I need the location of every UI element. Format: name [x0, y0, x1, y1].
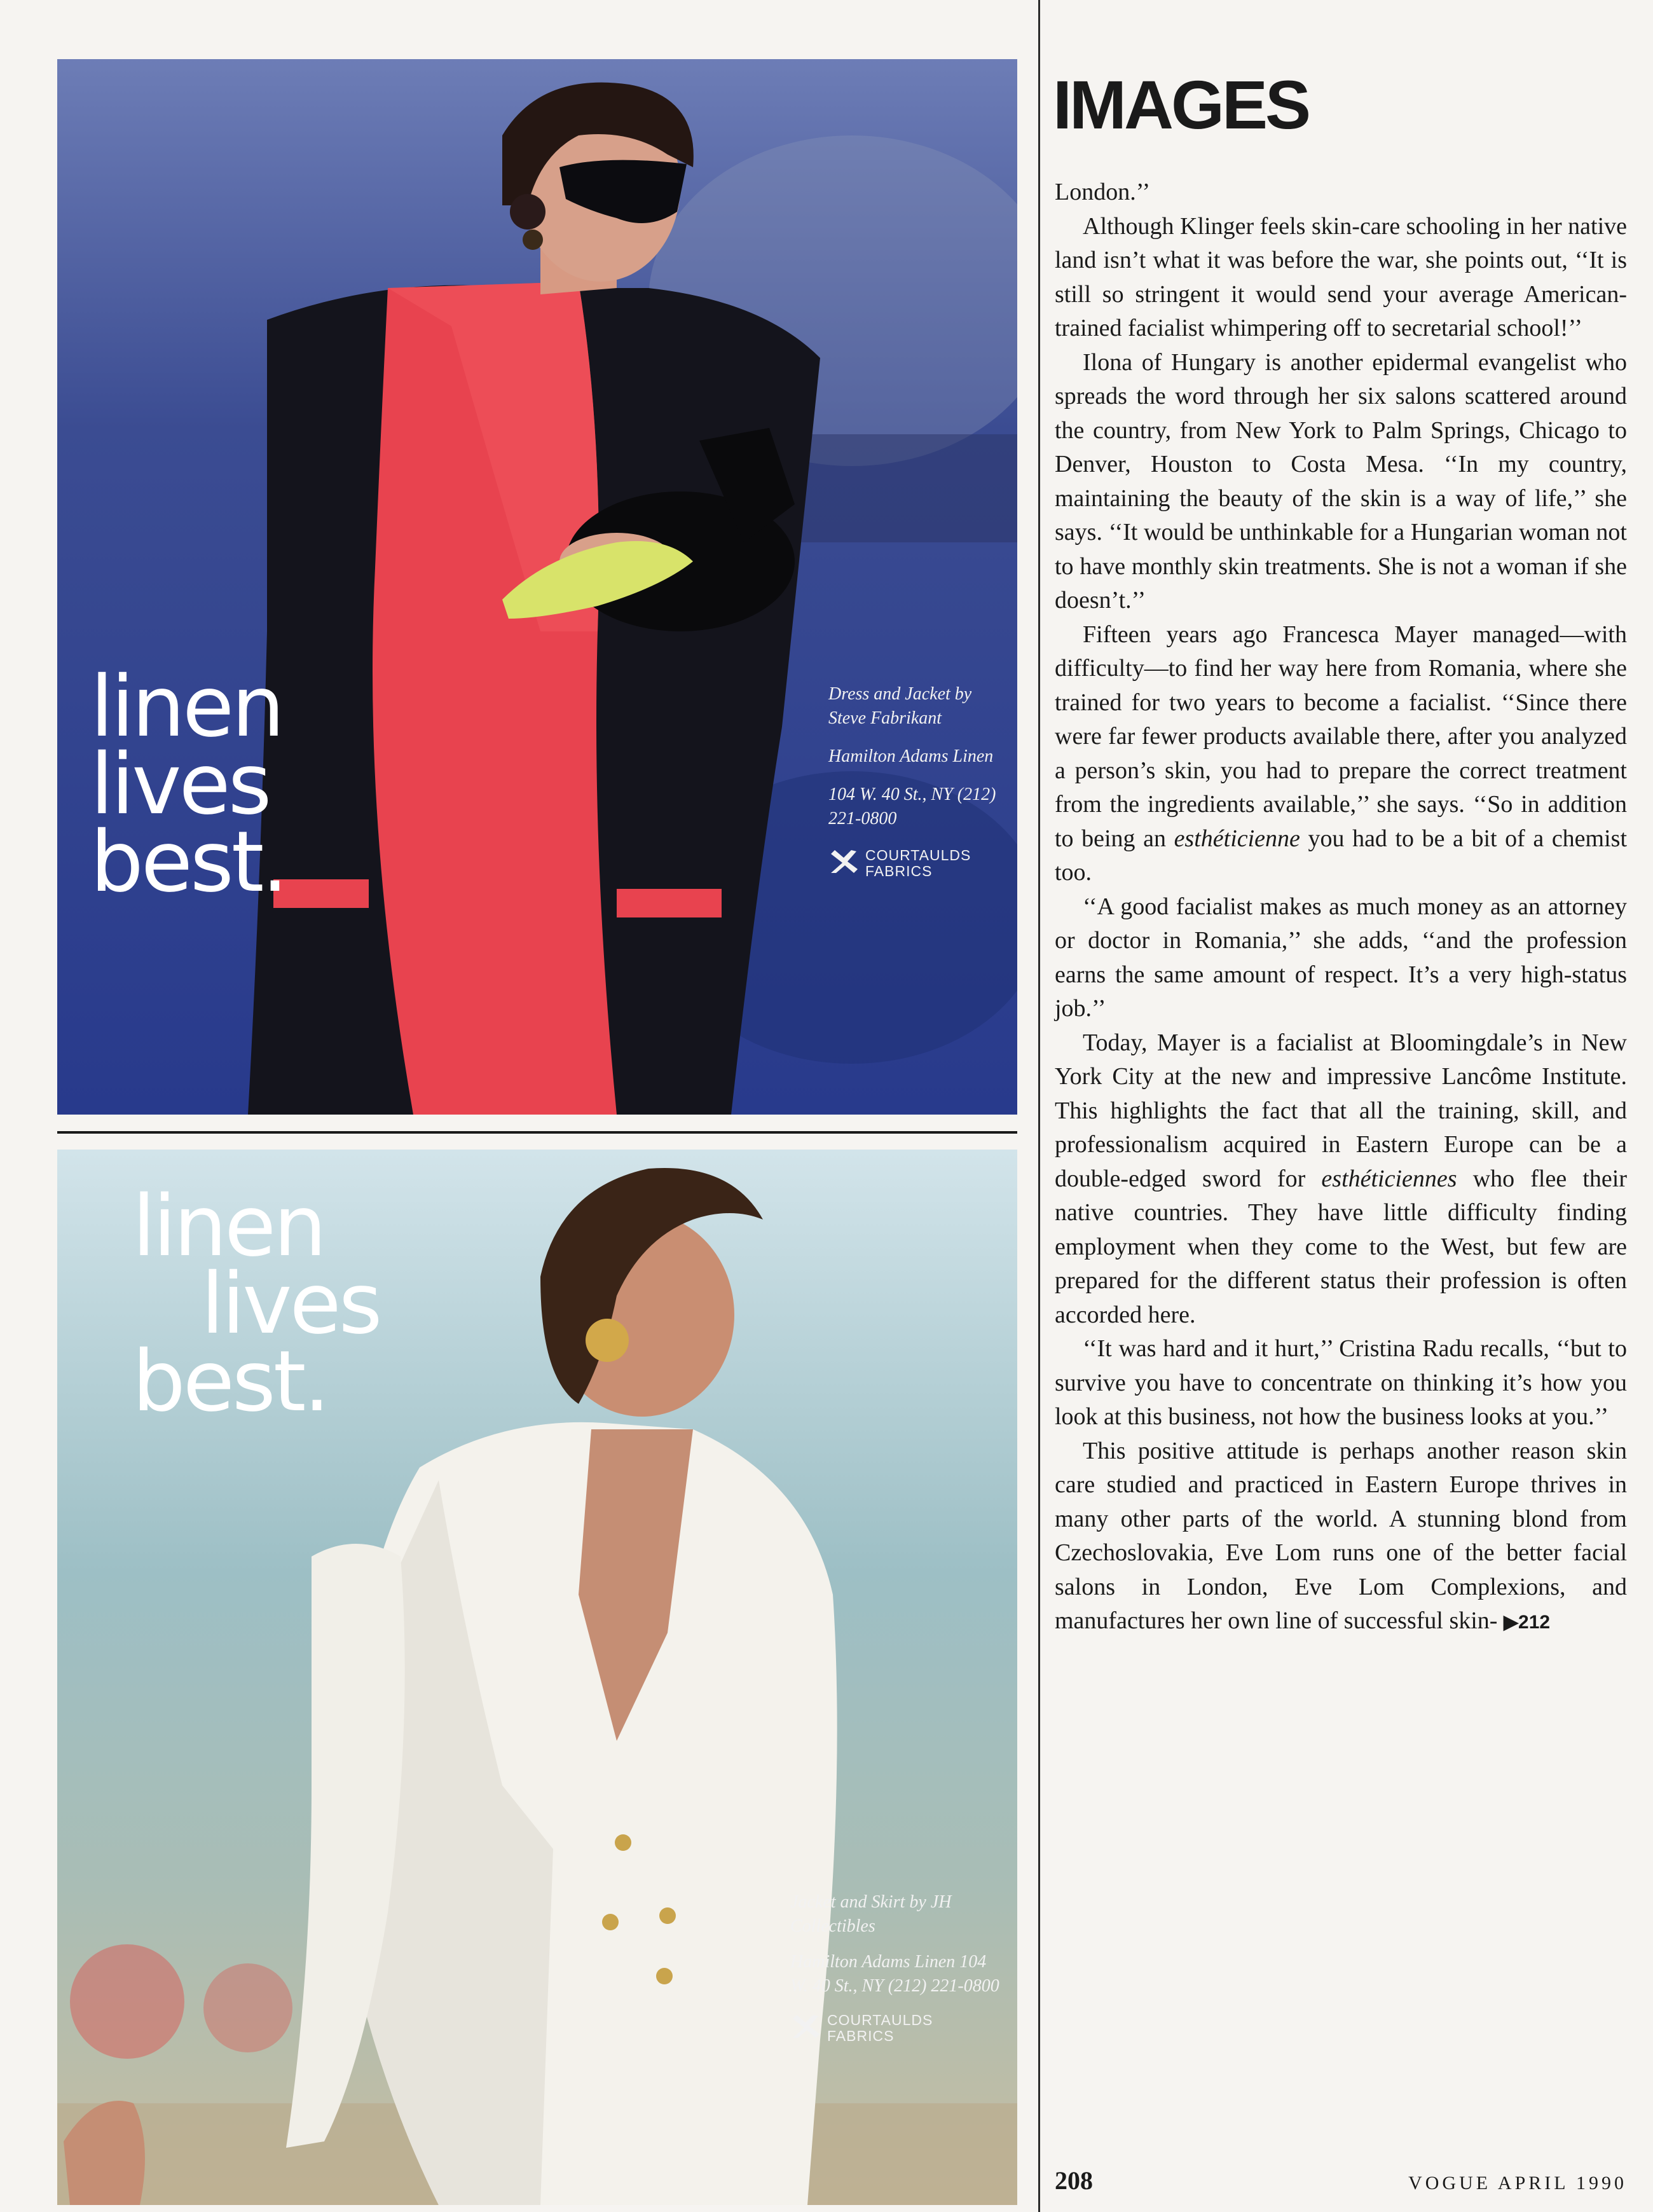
credit-supplier: Hamilton Adams Linen 104 W. 40 St., NY (212) 221-0800	[790, 1952, 999, 1996]
article-paragraph: ‘‘It was hard and it hurt,’’ Cristina Radu recalls, ‘‘but to survive you have to concentrate on thinking it’s how you look at this business, not how the business looks at you.’’	[1055, 1335, 1627, 1430]
column-rule	[1038, 0, 1040, 2212]
brand-line-2: FABRICS	[865, 863, 933, 879]
ad-divider-rule	[57, 1131, 1017, 1134]
article-paragraph: Ilona of Hungary is another epidermal evangelist who spreads the word through her six salons scattered around the country, from New York to Palm Springs, Chicago to Denver, Houston to Costa Mesa. ‘‘In my country, maintaining the beauty of the skin is a way of life,’’ she says. ‘‘It would be unthinkable for a Hungarian woman not to have monthly skin treatments. She is not a woman if she doesn’t.’’	[1055, 348, 1627, 614]
continued-on-page: ▶212	[1503, 1612, 1551, 1633]
ad-linen-top	[57, 59, 1017, 1115]
page-number: 208	[1055, 2166, 1093, 2195]
text-run: Today, Mayer is a facialist at Bloomingdale’s in New York City at the new and impressive Lancôme Institute. This highlights the fact that all the training, skill, and professionalism acquired in Eastern Europe can be a double-edged sword for	[1055, 1029, 1627, 1192]
slogan-line-1: linen	[132, 1178, 324, 1275]
courtaulds-logo	[790, 2010, 1006, 2047]
credit-supplier: Hamilton Adams Linen	[828, 746, 994, 766]
ad-credit	[828, 682, 1013, 882]
article-paragraph: ‘‘A good facialist makes as much money as an attorney or doctor in Romania,’’ she adds, ‘‘and the profession earns the same amount of respect. It’s a very high-status job.’’	[1055, 893, 1627, 1022]
courtaulds-logo	[828, 845, 1013, 882]
credit-designer: Jacket and Skirt by JH Collectibles	[790, 1892, 952, 1936]
brand-line-1: COURTAULDS	[865, 847, 971, 863]
article-paragraph	[1055, 618, 1627, 890]
courtaulds-mark-icon	[790, 2010, 821, 2047]
credit-address: 104 W. 40 St., NY (212) 221-0800	[828, 785, 996, 828]
ad-slogan	[90, 658, 286, 911]
ad-credit	[790, 1890, 1006, 2047]
article-paragraph	[1055, 1434, 1627, 1640]
section-title: IMAGES	[1053, 66, 1309, 143]
slogan-line-3: best.	[90, 813, 286, 911]
ad-photo-woman-in-black-jacket	[57, 59, 1017, 1115]
ad-linen-bottom	[57, 1150, 1017, 2205]
page-footer	[1055, 2166, 1627, 2195]
brand-line-1: COURTAULDS	[827, 2012, 933, 2028]
slogan-line-1: linen	[90, 658, 282, 756]
text-run: Fifteen years ago Francesca Mayer managed—with difficulty—to find her way here from Romania, where she trained for two years to become a facialist. ‘‘Since there were far fewer products available there, after you analyzed a person’s skin, you had to prepare the correct treatment from the ingredients available,’’ she says. ‘‘So in addition to being an	[1055, 621, 1627, 852]
text-run: you had to be a bit of a chemist too.	[1055, 825, 1628, 886]
emphasis: esthéticienne	[1174, 825, 1300, 852]
brand-line-2: FABRICS	[827, 2028, 895, 2044]
text-run: This positive attitude is perhaps another reason skin care studied and practiced in Eastern Europe thrives in many other parts of the world. A stunning blond from Czechoslovakia, Eve Lom runs one of the better facial salons in London, Eve Lom Complexions, and manufactures her own line of successful skin-	[1055, 1437, 1627, 1634]
ad-slogan	[132, 1178, 380, 1431]
credit-designer: Dress and Jacket by Steve Fabrikant	[828, 684, 972, 728]
text-run: who flee their native countries. They have little difficulty finding employment when they come to the West, but few are prepared for the different status their profession is often accorded here.	[1055, 1165, 1627, 1328]
slogan-line-2: lives	[201, 1255, 380, 1353]
article-paragraph: Although Klinger feels skin-care schooling in her native land isn’t what it was before the war, she points out, ‘‘It is still so stringent it would send your average American-trained facialist whimpering off to secretarial school!’’	[1055, 212, 1627, 341]
article-paragraph	[1055, 1026, 1627, 1333]
article-paragraph: London.’’	[1055, 179, 1151, 205]
slogan-line-2: lives	[90, 736, 270, 834]
courtaulds-mark-icon	[828, 845, 859, 882]
emphasis: esthéticiennes	[1321, 1165, 1457, 1192]
slogan-line-3: best.	[132, 1333, 328, 1431]
issue-line: VOGUE APRIL 1990	[1408, 2173, 1627, 2194]
article-body	[1055, 175, 1627, 1640]
